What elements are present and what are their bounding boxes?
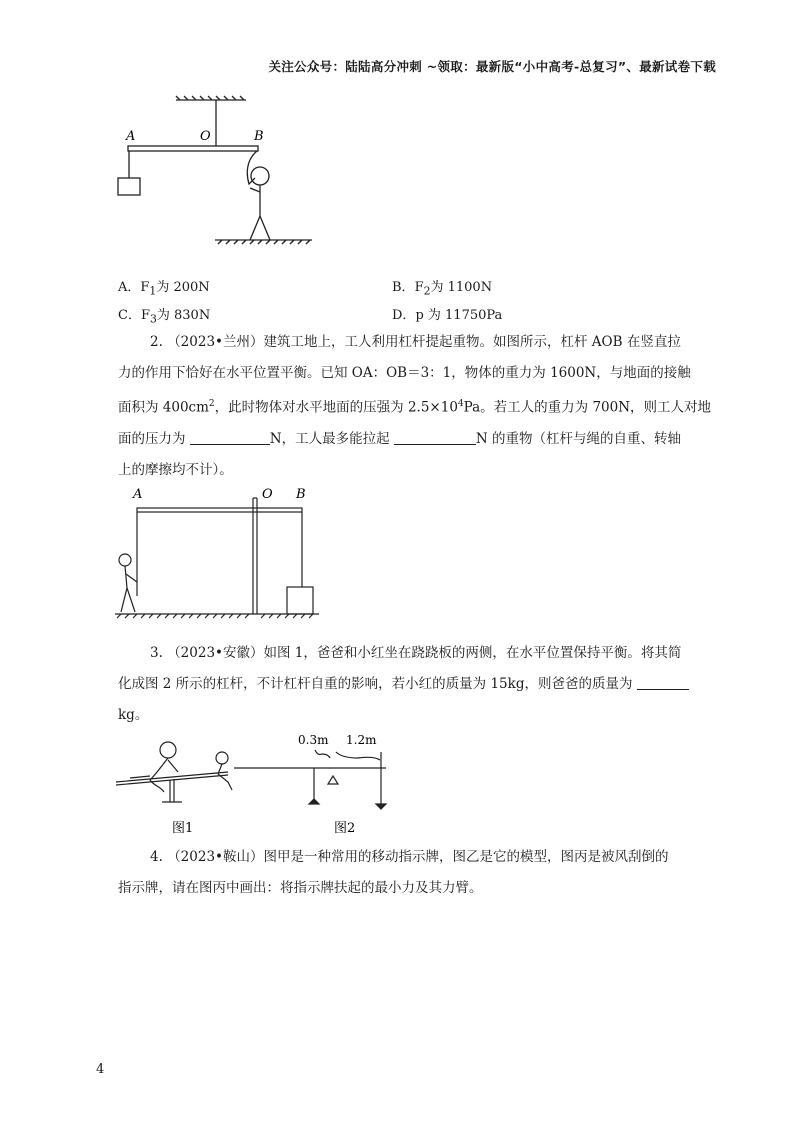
option-c: C．$F_3$为 830N <box>118 308 211 326</box>
option-a: A．$F_1$为 200N <box>118 280 210 298</box>
q2-line-1: 2. （2023•兰州）建筑工地上，工人利用杠杆提起重物。如图所示，杠杆 AOB 在竖直拉 <box>150 334 681 350</box>
q3-line-2: 化成图 2 所示的杠杆，不计杠杆自重的影响，若小红的质量为 15kg，则爸爸的质量为 <box>118 669 750 700</box>
figure-2-lever <box>115 484 335 620</box>
fig3-caption-2: 图2 <box>334 821 356 836</box>
option-b: B．$F_2$为 1100N <box>392 280 493 298</box>
fig2-label-o: O <box>262 487 273 502</box>
q2-line-4: 面的压力为 N，工人最多能拉起 N 的重物（杠杆与绳的自重、转轴 <box>118 430 682 447</box>
q2-blank-2[interactable] <box>394 430 476 445</box>
fig3-caption-1: 图1 <box>172 821 194 836</box>
page-number: 4 <box>96 1062 105 1077</box>
q3-line-3: kg。 <box>118 707 149 723</box>
q3-line-1: 3. （2023•安徽）如图 1，爸爸和小红坐在跷跷板的两侧，在水平位置保持平衡。将其简 <box>150 645 682 661</box>
q2-line-2: 力的作用下恰好在水平位置平衡。已知 OA：OB＝3：1，物体的重力为 1600N，与地面的接触 <box>118 365 691 381</box>
fig1-label-b: B <box>254 129 264 144</box>
question-2 <box>118 327 750 486</box>
question-3 <box>118 638 750 731</box>
fig3-dim-1: 0.3m <box>298 733 329 747</box>
q4-line-1: 4. （2023•鞍山）图甲是一种常用的移动指示牌，图乙是它的模型，图丙是被风刮倒的 <box>150 849 669 865</box>
fig2-label-b: B <box>296 487 306 502</box>
fig3-dim-2: 1.2m <box>346 733 377 747</box>
fig1-label-o: O <box>200 129 211 144</box>
q4-line-2: 指示牌，请在图丙中画出：将指示牌扶起的最小力及其力臂。 <box>118 880 483 896</box>
fig1-label-a: A <box>126 129 136 144</box>
question-4 <box>118 842 750 904</box>
figure-3-seesaw <box>110 728 410 840</box>
q3-blank[interactable] <box>637 675 689 690</box>
option-d: D．p 为 11750Pa <box>392 308 503 323</box>
q2-blank-1[interactable] <box>190 430 270 445</box>
q2-line-5: 上的摩擦均不计）。 <box>118 461 233 478</box>
page-header: 关注公众号：陆陆高分冲刺 ~领取：最新版“小中高考-总复习”、最新试卷下载 <box>268 59 716 74</box>
q2-line-3: 面积为 $400cm^2$，此时物体对水平地面的压强为 $2.5\times 10^4Pa$。若工人的重力为 700N，则工人对地 <box>118 399 712 416</box>
fig2-label-a: A <box>133 487 143 502</box>
figure-1-lever <box>100 92 330 252</box>
